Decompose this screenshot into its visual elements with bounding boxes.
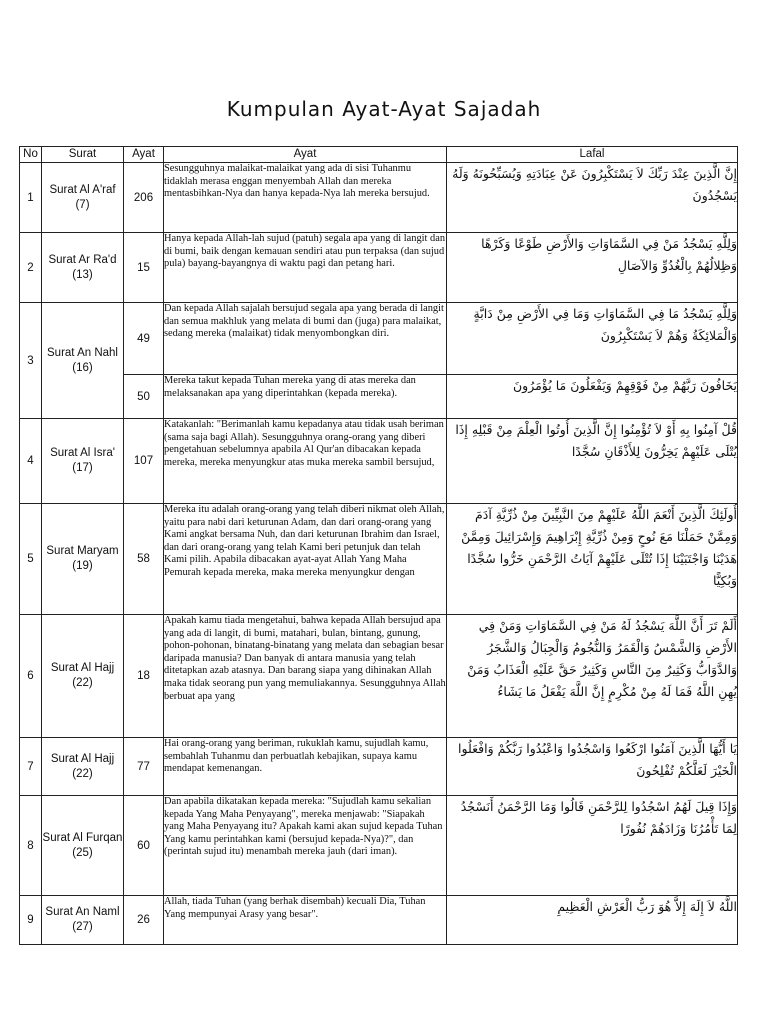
table-header-row <box>20 147 738 163</box>
surat-name: Surat Al A'raf (7) <box>42 163 124 233</box>
row-number: 1 <box>20 163 42 233</box>
ayat-translation: Hai orang-orang yang beriman, rukuklah kamu, sujudlah kamu, sembahlah Tuhanmu dan perbuatlah kebajikan, supaya kamu mendapat kemenangan. <box>164 738 447 796</box>
ayat-number: 26 <box>124 896 164 945</box>
lafal-arabic: أُولَئِكَ الَّذِينَ أَنْعَمَ اللَّهُ عَلَيْهِمْ مِنَ النَّبِيِّينَ مِنْ ذُرِّيَّةِ آدَمَ وَمِمَّنْ حَمَلْنَا مَعَ نُوحٍ وَمِنْ ذُرِّيَّةِ إِبْرَاهِيمَ وَإِسْرَائِيلَ وَمِمَّنْ هَدَيْنَا وَاجْتَبَيْنَا إِذَا تُتْلَى عَلَيْهِمْ آيَاتُ الرَّحْمَنِ خَرُّوا سُجَّدًا وَبُكِيًّا <box>447 504 738 615</box>
table-row <box>20 738 738 796</box>
ayat-number: 60 <box>124 796 164 896</box>
table-row <box>20 796 738 896</box>
ayat-number: 50 <box>124 375 164 419</box>
header-ayat-number: Ayat <box>124 147 164 163</box>
row-number: 6 <box>20 615 42 738</box>
lafal-arabic: إِنَّ الَّذِينَ عِنْدَ رَبِّكَ لاَ يَسْتَكْبِرُونَ عَنْ عِبَادَتِهِ وَيُسَبِّحُونَهُ وَلَهُ يَسْجُدُونَ <box>447 163 738 233</box>
surat-name: Surat Al Hajj (22) <box>42 738 124 796</box>
ayat-translation: Katakanlah: "Berimanlah kamu kepadanya atau tidak usah beriman (sama saja bagi Allah). Sesungguhnya orang-orang yang diberi pengetahuan sebelumnya apabila Al Qur'an dibacakan kepada mereka, mereka menyungkur atas muka mereka sambil bersujud, <box>164 419 447 504</box>
surat-name: Surat Al Hajj (22) <box>42 615 124 738</box>
ayat-translation: Allah, tiada Tuhan (yang berhak disembah) kecuali Dia, Tuhan Yang mempunyai Arasy yang besar". <box>164 896 447 945</box>
ayat-number: 49 <box>124 303 164 375</box>
ayat-number: 107 <box>124 419 164 504</box>
ayat-translation: Apakah kamu tiada mengetahui, bahwa kepada Allah bersujud apa yang ada di langit, di bumi, matahari, bulan, bintang, gunung, pohon-pohonan, binatang-binatang yang melata dan sebagian besar daripada manusia? Dan banyak di antara manusia yang telah ditetapkan azab atasnya. Dan barang siapa yang dihinakan Allah maka tidak seorang pun yang memuliakannya. Sesungguhnya Allah berbuat apa yang <box>164 615 447 738</box>
surat-name: Surat An Nahl (16) <box>42 303 124 419</box>
lafal-arabic: وَلِلَّهِ يَسْجُدُ مَنْ فِي السَّمَاوَاتِ وَالأَرْضِ طَوْعًا وَكَرْهًا وَظِلالُهُمْ بِالْغُدُوِّ وَالآصَالِ <box>447 233 738 303</box>
table-row <box>20 896 738 945</box>
header-lafal: Lafal <box>447 147 738 163</box>
lafal-arabic: اللَّهُ لاَ إِلَهَ إِلاَّ هُوَ رَبُّ الْعَرْشِ الْعَظِيمِ <box>447 896 738 945</box>
ayat-translation: Sesungguhnya malaikat-malaikat yang ada di sisi Tuhanmu tidaklah merasa enggan menyembah Allah dan mereka mentasbihkan-Nya dan hanya kepada-Nya lah mereka bersujud. <box>164 163 447 233</box>
lafal-arabic: أَلَمْ تَرَ أَنَّ اللَّهَ يَسْجُدُ لَهُ مَنْ فِي السَّمَاوَاتِ وَمَنْ فِي الأَرْضِ وَالشَّمْسُ وَالْقَمَرُ وَالنُّجُومُ وَالْجِبَالُ وَالشَّجَرُ وَالدَّوَابُّ وَكَثِيرٌ مِنَ النَّاسِ وَكَثِيرٌ حَقَّ عَلَيْهِ الْعَذَابُ وَمَنْ يُهِنِ اللَّهُ فَمَا لَهُ مِنْ مُكْرِمٍ إِنَّ اللَّهَ يَفْعَلُ مَا يَشَاءُ <box>447 615 738 738</box>
table-row <box>20 303 738 375</box>
surat-name: Surat An Naml (27) <box>42 896 124 945</box>
table-row <box>20 504 738 615</box>
row-number: 5 <box>20 504 42 615</box>
ayat-translation: Hanya kepada Allah-lah sujud (patuh) segala apa yang di langit dan di bumi, baik dengan kemauan sendiri atau pun terpaksa (dan sujud pula) bayang-bayangnya di waktu pagi dan petang hari. <box>164 233 447 303</box>
ayat-translation: Dan kepada Allah sajalah bersujud segala apa yang berada di langit dan semua makhluk yang melata di bumi dan (juga) para malaikat, sedang mereka (malaikat) tidak menyombongkan diri. <box>164 303 447 375</box>
ayat-number: 18 <box>124 615 164 738</box>
ayat-translation: Dan apabila dikatakan kepada mereka: "Sujudlah kamu sekalian kepada Yang Maha Penyayang", mereka menjawab: "Siapakah yang Maha Penyayang itu? Apakah kami akan sujud kepada Tuhan Yang kamu perintahkan kami (bersujud kepada-Nya)?", dan (perintah sujud itu) menambah mereka jauh (dari iman). <box>164 796 447 896</box>
ayat-number: 58 <box>124 504 164 615</box>
surat-name: Surat Maryam (19) <box>42 504 124 615</box>
table-row <box>20 419 738 504</box>
lafal-arabic: يَخَافُونَ رَبَّهُمْ مِنْ فَوْقِهِمْ وَيَفْعَلُونَ مَا يُؤْمَرُونَ <box>447 375 738 419</box>
lafal-arabic: يَا أَيُّهَا الَّذِينَ آمَنُوا ارْكَعُوا وَاسْجُدُوا وَاعْبُدُوا رَبَّكُمْ وَافْعَلُوا الْخَيْرَ لَعَلَّكُمْ تُفْلِحُونَ <box>447 738 738 796</box>
lafal-arabic: وَإِذَا قِيلَ لَهُمُ اسْجُدُوا لِلرَّحْمَنِ قَالُوا وَمَا الرَّحْمَنُ أَنَسْجُدُ لِمَا تَأْمُرُنَا وَزَادَهُمْ نُفُورًا <box>447 796 738 896</box>
table-row <box>20 163 738 233</box>
ayat-number: 77 <box>124 738 164 796</box>
row-number: 9 <box>20 896 42 945</box>
header-ayat-text: Ayat <box>164 147 447 163</box>
ayat-sajadah-table <box>19 146 738 945</box>
row-number: 4 <box>20 419 42 504</box>
header-no: No <box>20 147 42 163</box>
ayat-translation: Mereka itu adalah orang-orang yang telah diberi nikmat oleh Allah, yaitu para nabi dari keturunan Adam, dan dari orang-orang yang Kami angkat bersama Nuh, dan dari keturunan Ibrahim dan Israel, dan dari orang-orang yang telah Kami beri petunjuk dan telah Kami pilih. Apabila dibacakan ayat-ayat Allah Yang Maha Pemurah kepada mereka, maka mereka menyungkur dengan <box>164 504 447 615</box>
table-row <box>20 375 738 419</box>
ayat-number: 15 <box>124 233 164 303</box>
ayat-number: 206 <box>124 163 164 233</box>
header-surat: Surat <box>42 147 124 163</box>
table-row <box>20 615 738 738</box>
table-row <box>20 233 738 303</box>
page-title: Kumpulan Ayat-Ayat Sajadah <box>226 97 542 121</box>
surat-name: Surat Al Isra' (17) <box>42 419 124 504</box>
row-number: 7 <box>20 738 42 796</box>
ayat-translation: Mereka takut kepada Tuhan mereka yang di atas mereka dan melaksanakan apa yang diperintahkan (kepada mereka). <box>164 375 447 419</box>
surat-name: Surat Al Furqan (25) <box>42 796 124 896</box>
row-number: 2 <box>20 233 42 303</box>
lafal-arabic: قُلْ آمِنُوا بِهِ أَوْ لاَ تُؤْمِنُوا إِنَّ الَّذِينَ أُوتُوا الْعِلْمَ مِنْ قَبْلِهِ إِذَا يُتْلَى عَلَيْهِمْ يَخِرُّونَ لِلأَذْقَانِ سُجَّدًا <box>447 419 738 504</box>
row-number: 8 <box>20 796 42 896</box>
surat-name: Surat Ar Ra'd (13) <box>42 233 124 303</box>
row-number: 3 <box>20 303 42 419</box>
lafal-arabic: وَلِلَّهِ يَسْجُدُ مَا فِي السَّمَاوَاتِ وَمَا فِي الأَرْضِ مِنْ دَابَّةٍ وَالْمَلائِكَةُ وَهُمْ لاَ يَسْتَكْبِرُونَ <box>447 303 738 375</box>
